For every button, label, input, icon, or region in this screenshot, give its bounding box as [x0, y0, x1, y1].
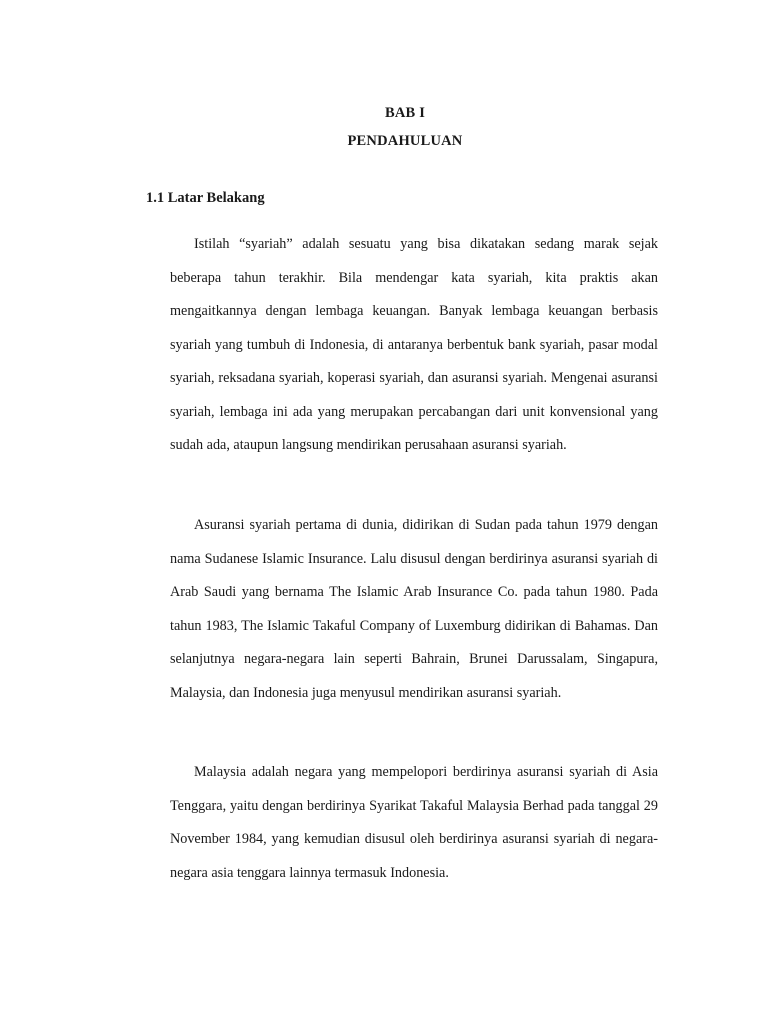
- chapter-title: PENDAHULUAN: [347, 133, 463, 149]
- body-paragraph: Istilah “syariah” adalah sesuatu yang bisa dikatakan sedang marak sejak beberapa tahun terakhir. Bila mendengar kata syariah, kita praktis akan mengaitkannya dengan lembaga keuangan. Banyak lembaga keuangan berbasis syariah yang tumbuh di Indonesia, di antaranya berbentuk bank syariah, pasar modal syariah, reksadana syariah, koperasi syariah, dan asuransi syariah. Mengenai asuransi syariah, lembaga ini ada yang merupakan percabangan dari unit konvensional yang sudah ada, ataupun langsung mendirikan perusahaan asuransi syariah.: [170, 236, 658, 453]
- section-heading: 1.1 Latar Belakang: [146, 190, 265, 206]
- body-paragraph: Malaysia adalah negara yang mempelopori berdirinya asuransi syariah di Asia Tenggara, yaitu dengan berdirinya Syarikat Takaful Malaysia Berhad pada tanggal 29 November 1984, yang kemudian disusul oleh berdirinya asuransi syariah di negara-negara asia tenggara lainnya termasuk Indonesia.: [170, 764, 658, 881]
- chapter-number: BAB I: [384, 105, 426, 121]
- body-paragraph: Asuransi syariah pertama di dunia, didirikan di Sudan pada tahun 1979 dengan nama Sudanese Islamic Insurance. Lalu disusul dengan berdirinya asuransi syariah di Arab Saudi yang bernama The Islamic Arab Insurance Co. pada tahun 1980. Pada tahun 1983, The Islamic Takaful Company of Luxemburg didirikan di Bahamas. Dan selanjutnya negara-negara lain seperti Bahrain, Brunei Darussalam, Singapura, Malaysia, dan Indonesia juga menyusul mendirikan asuransi syariah.: [170, 517, 658, 701]
